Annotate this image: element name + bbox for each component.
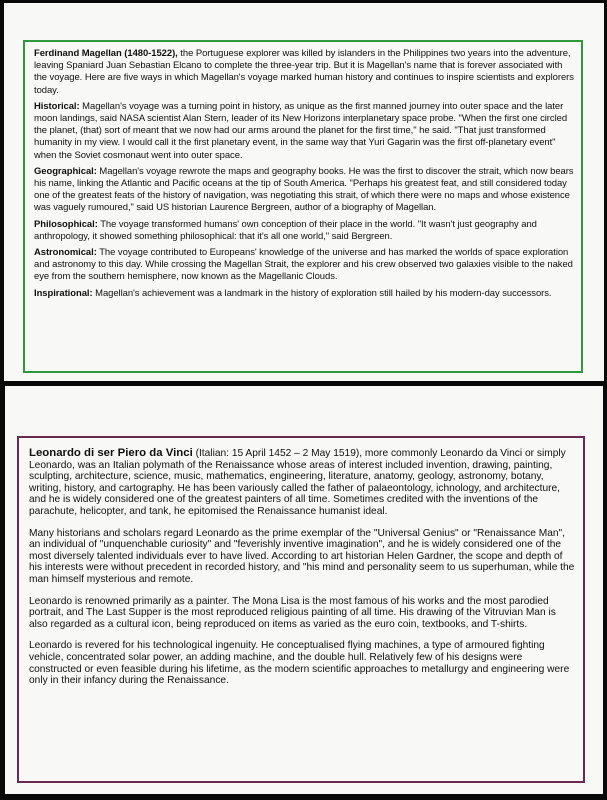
point-text: Magellan's voyage was a turning point in history, as unique as the first manned journey into outer space and the later moon landings, said NASA scientist Alan Stern, leader of its New Horizons interplanetary space probe. "When the first one circled the planet, (that) sort of meant that we now had our arms around the planet for the first time," he said. "That just transformed humanity in my view. I would call it the first planetary event, in the same way that Yuri Gagarin was the first off-planetary event" when the Soviet cosmonaut went into outer space. xyxy=(34,100,568,161)
point-label: Astronomical: xyxy=(34,247,97,259)
point-text: The voyage contributed to Europeans' knowledge of the universe and has marked the worlds of space exploration and astronomy to this day. While crossing the Magellan Strait, the explorer and his crew observed two galaxies visible to the naked eye from the southern hemisphere, now known as the Magellanic Clouds. xyxy=(34,247,573,283)
point-label: Historical: xyxy=(34,100,80,112)
point-label: Inspirational: xyxy=(34,287,93,299)
magellan-text-frame xyxy=(23,40,583,373)
leonardo-card xyxy=(5,386,603,794)
leonardo-paragraph: Leonardo is revered for his technological ingenuity. He conceptualised flying machines, a type of armoured fighting vehicle, concentrated solar power, an adding machine, and the double hull. Relatively few of his designs were constructed or even feasible during his lifetime, as the modern scientific approaches to metallurgy and engineering were only in their infancy during the Renaissance. xyxy=(29,640,570,687)
leonardo-text-frame xyxy=(17,436,585,783)
point-text: Magellan's achievement was a landmark in the history of exploration still hailed by his modern-day successors. xyxy=(92,287,552,299)
point-inspirational xyxy=(34,288,574,300)
point-philosophical xyxy=(34,219,574,243)
point-label: Philosophical: xyxy=(34,218,98,230)
point-label: Geographical: xyxy=(34,165,97,177)
magellan-card xyxy=(4,3,604,381)
point-text: The voyage transformed humans' own conception of their place in the world. "It wasn't just geography and anthropology, it showed something philosophical: that it's all one world," said Bergreen. xyxy=(34,218,537,242)
magellan-name: Ferdinand Magellan (1480-1522), xyxy=(34,48,178,59)
magellan-intro xyxy=(34,48,574,97)
point-historical xyxy=(34,101,574,162)
leonardo-name: Leonardo di ser Piero da Vinci xyxy=(29,447,193,459)
leonardo-intro-text: (Italian: 15 April 1452 – 2 May 1519), more commonly Leonardo da Vinci or simply Leonardo, was an Italian polymath of the Renaissance whose areas of interest included invention, drawing, painting, sculpting, architecture, science, music, mathematics, engineering, literature, anatomy, geology, astronomy, botany, writing, history, and cartography. He has been variously called the father of palaeontology, ichnology, and architecture, and he is widely considered one of the greatest painters of all time. Sometimes credited with the inventions of the parachute, helicopter, and tank, he epitomised the Renaissance humanist ideal. xyxy=(29,448,566,517)
point-text: Magellan's voyage rewrote the maps and geography books. He was the first to discover the strait, which now bears his name, linking the Atlantic and Pacific oceans at the tip of South America. "Perhaps his greatest feat, and still considered today one of the greatest feats of the history of navigation, was negotiating this strait, of which there were no maps and whose existence was vaguely rumoured," said US historian Laurence Bergreen, author of a biography of Magellan. xyxy=(34,165,574,214)
point-astronomical xyxy=(34,247,574,284)
magellan-intro-text: the Portuguese explorer was killed by islanders in the Philippines two years into the adventure, leaving Spaniard Juan Sebastian Elcano to complete the three-year trip. But it is Magellan's name that is forever associated with the voyage. Here are five ways in which Magellan's voyage marked human history and continues to inspire scientists and explorers today. xyxy=(34,48,574,96)
point-geographical xyxy=(34,166,574,215)
leonardo-paragraph: Leonardo is renowned primarily as a painter. The Mona Lisa is the most famous of his works and the most parodied portrait, and The Last Supper is the most reproduced religious painting of all time. His drawing of the Vitruvian Man is also regarded as a cultural icon, being reproduced on items as varied as the euro coin, textbooks, and T-shirts. xyxy=(29,595,556,630)
leonardo-paragraph: Many historians and scholars regard Leonardo as the prime exemplar of the "Universal Genius" or "Renaissance Man", an individual of "unquenchable curiosity" and "feverishly inventive imagination", and he is widely considered one of the most diversely talented individuals ever to have lived. According to art historian Helen Gardner, the scope and depth of his interests were without precedent in recorded history, and "his mind and personality seem to us superhuman, while the man himself mysterious and remote. xyxy=(29,527,575,585)
leonardo-intro xyxy=(29,448,575,518)
